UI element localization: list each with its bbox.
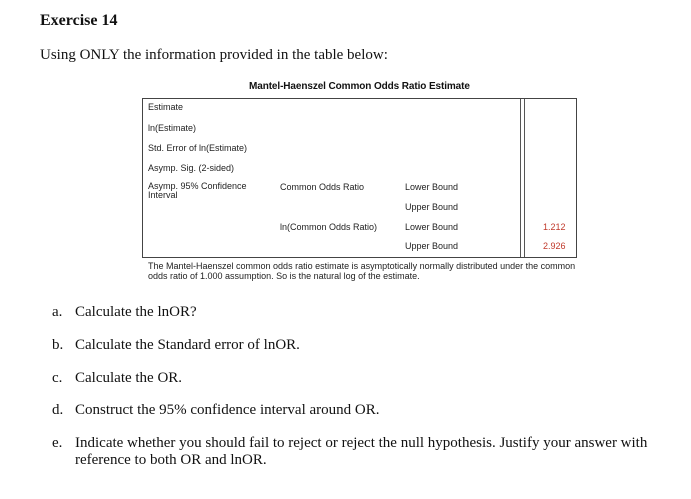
exercise-heading: Exercise 14 — [40, 12, 118, 29]
question-letter: a. — [52, 304, 63, 320]
lower-bound-label: Lower Bound — [405, 182, 459, 192]
row-label-common-odds-ratio: Common Odds Ratio — [280, 182, 365, 192]
row-label-std-error: Std. Error of ln(Estimate) — [148, 143, 248, 153]
question-text: Calculate the OR. — [75, 370, 183, 386]
question-text: Calculate the lnOR? — [75, 304, 197, 320]
ln-lower-bound-value: 1.212 — [543, 222, 566, 232]
question-text: Calculate the Standard error of lnOR. — [75, 337, 300, 353]
question-letter: d. — [52, 402, 64, 418]
column-divider — [524, 99, 525, 257]
row-label-estimate: Estimate — [148, 102, 184, 112]
row-label-ln-estimate: ln(Estimate) — [148, 123, 197, 133]
question-letter: c. — [52, 370, 63, 386]
upper-bound-label: Upper Bound — [405, 202, 459, 212]
column-divider — [520, 99, 521, 257]
intro-text: Using ONLY the information provided in the table below: — [40, 47, 388, 63]
question-letter: e. — [52, 435, 63, 451]
table-title: Mantel-Haenszel Common Odds Ratio Estimate — [249, 81, 470, 92]
row-label-ln-common-odds-ratio: ln(Common Odds Ratio) — [280, 222, 378, 232]
lower-bound-label: Lower Bound — [405, 222, 459, 232]
row-label-ci: Asymp. 95% Confidence Interval — [148, 181, 247, 200]
ln-upper-bound-value: 2.926 — [543, 241, 566, 251]
question-text: Construct the 95% confidence interval around OR. — [75, 402, 380, 418]
upper-bound-label: Upper Bound — [405, 241, 459, 251]
row-label-asymp-sig: Asymp. Sig. (2-sided) — [148, 163, 235, 173]
question-text: Indicate whether you should fail to reject or reject the null hypothesis. Justify your answer with reference to both OR and lnOR. — [75, 435, 648, 468]
odds-ratio-table — [142, 98, 577, 258]
question-letter: b. — [52, 337, 64, 353]
table-footnote: The Mantel-Haenszel common odds ratio estimate is asymptotically normally distributed under the common odds ratio of 1.000 assumption. So is the natural log of the estimate. — [148, 261, 576, 281]
